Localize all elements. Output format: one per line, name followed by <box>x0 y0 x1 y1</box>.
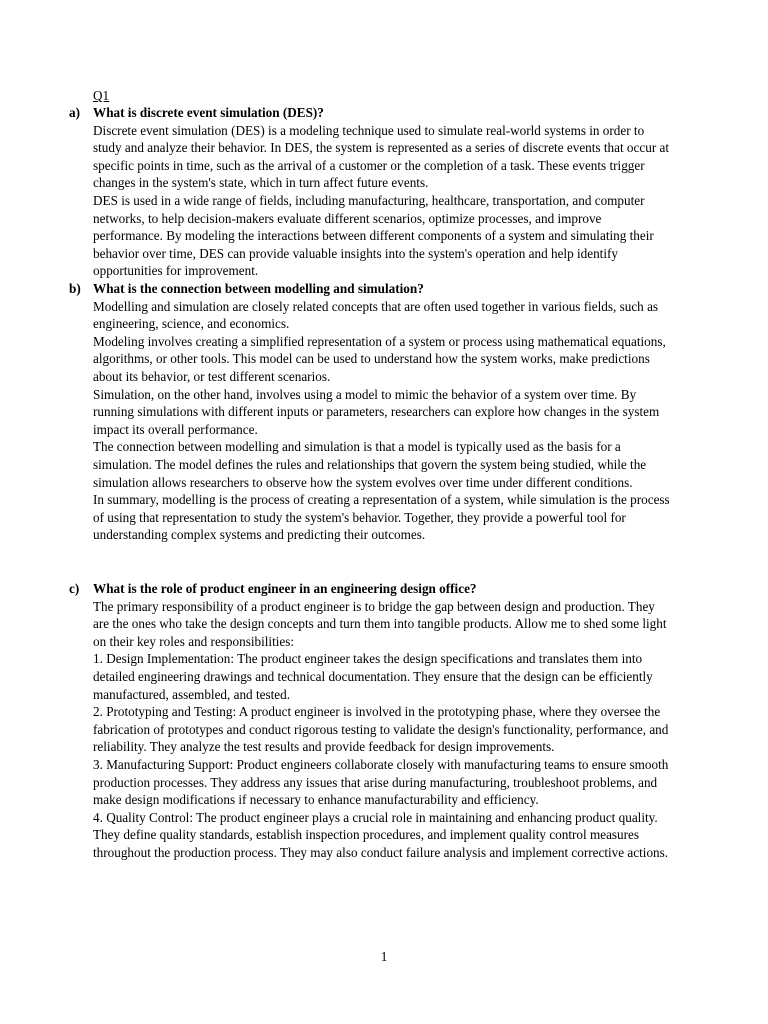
section-heading-row <box>0 280 768 298</box>
page-number: 1 <box>380 949 388 964</box>
section-body <box>93 598 673 862</box>
paragraph: DES is used in a wide range of fields, including manufacturing, healthcare, transportation, and computer networks, to help decision-makers evaluate different scenarios, optimize processes, and improve performance. By modeling the interactions between different components of a system and simulating their behavior over time, DES can provide valuable insights into the system's operation and help identify opportunities for improvement. <box>93 192 654 279</box>
paragraph: Discrete event simulation (DES) is a modeling technique used to simulate real-world systems in order to study and analyze their behavior. In DES, the system is represented as a series of discrete events that occur at specific points in time, such as the arrival of a customer or the completion of a task. These events trigger changes in the system's state, which in turn affect future events. <box>93 122 670 191</box>
list-item: 4. Quality Control: The product engineer plays a crucial role in maintaining and enhancing product quality. They define quality standards, establish inspection procedures, and implement quality control measures throughout the production process. They may also conduct failure analysis and implement corrective actions. <box>93 809 669 860</box>
section-body <box>93 122 673 280</box>
section-heading: What is the connection between modelling and simulation? <box>93 281 424 296</box>
section-heading: What is the role of product engineer in an engineering design office? <box>93 581 477 596</box>
question-label: Q1 <box>93 88 110 103</box>
section-marker: a) <box>69 105 80 120</box>
section-a <box>0 104 768 280</box>
section-heading: What is discrete event simulation (DES)? <box>93 105 324 120</box>
section-marker: c) <box>69 581 80 596</box>
section-heading-row <box>0 580 768 598</box>
list-item: 1. Design Implementation: The product engineer takes the design specifications and translates them into detailed engineering drawings and technical documentation. They ensure that the design can be efficiently manufactured, assembled, and tested. <box>93 651 653 702</box>
paragraph: The connection between modelling and simulation is that a model is typically used as the basis for a simulation. The model defines the rules and relationships that govern the system being studied, while the simulation allows researchers to observe how the system evolves over time under different conditions. <box>93 439 647 490</box>
section-c <box>0 580 768 862</box>
section-b <box>0 280 768 544</box>
paragraph: Simulation, on the other hand, involves using a model to mimic the behavior of a system over time. By running simulations with different inputs or parameters, researchers can explore how changes in the system impact its overall performance. <box>93 386 660 437</box>
paragraph: In summary, modelling is the process of creating a representation of a system, while simulation is the process of using that representation to study the system's behavior. Together, they provide a powerful tool for understanding complex systems and predicting their outcomes. <box>93 492 670 543</box>
section-heading-row <box>0 104 768 122</box>
section-marker: b) <box>69 281 81 296</box>
section-body <box>93 298 673 544</box>
paragraph: Modeling involves creating a simplified representation of a system or process using mathematical equations, algorithms, or other tools. This model can be used to understand how the system works, make predictions about its behavior, or test different scenarios. <box>93 333 666 384</box>
paragraph: Modelling and simulation are closely related concepts that are often used together in various fields, such as engineering, science, and economics. <box>93 298 659 332</box>
paragraph: The primary responsibility of a product engineer is to bridge the gap between design and production. They are the ones who take the design concepts and turn them into tangible products. Allow me to shed some light on their key roles and responsibilities: <box>93 598 667 649</box>
list-item: 3. Manufacturing Support: Product engineers collaborate closely with manufacturing teams to ensure smooth production processes. They address any issues that arise during manufacturing, troubleshoot problems, and make design modifications if necessary to enhance manufacturability and efficiency. <box>93 756 669 808</box>
list-item: 2. Prototyping and Testing: A product engineer is involved in the prototyping phase, where they oversee the fabrication of prototypes and conduct rigorous testing to validate the design's functionality, performance, and reliability. They analyze the test results and provide feedback for design improvements. <box>93 704 669 755</box>
